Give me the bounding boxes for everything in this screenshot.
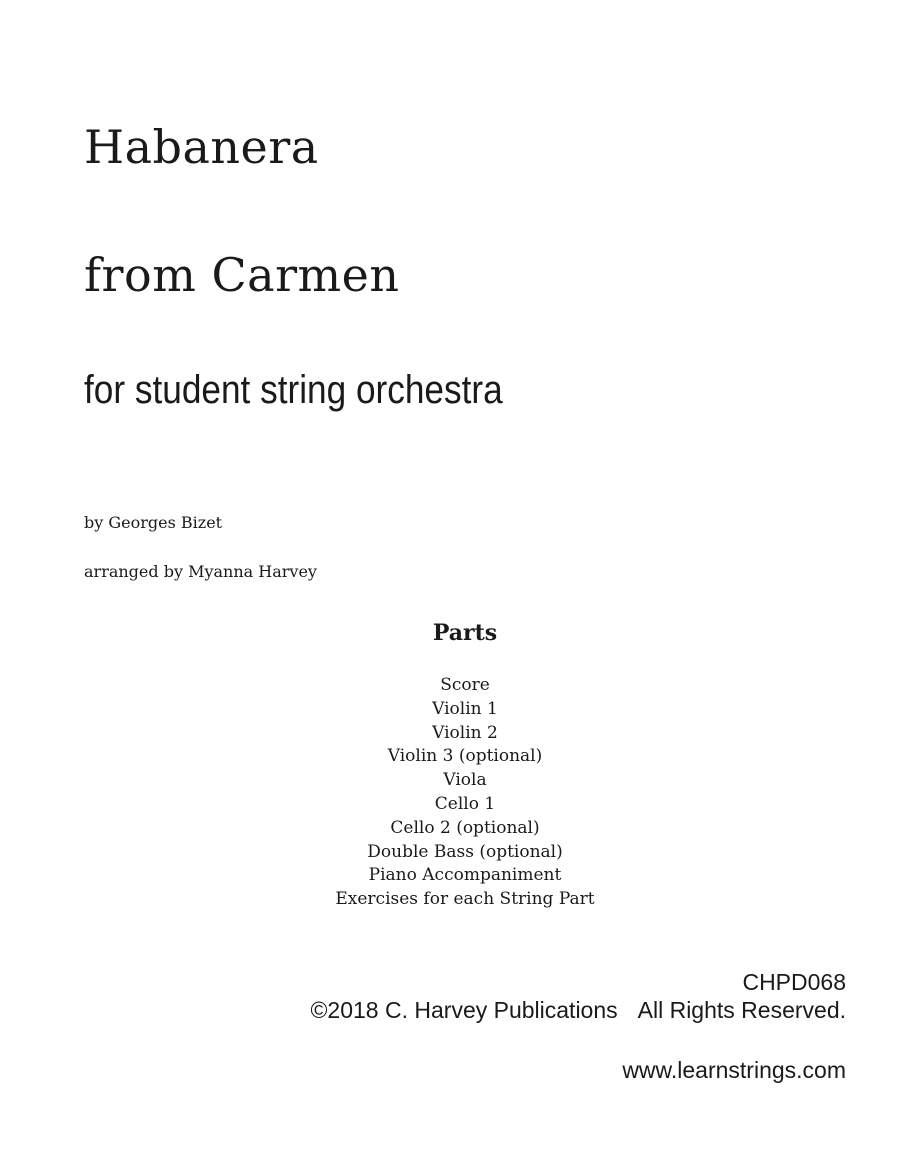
part-item-score: Score (440, 675, 490, 695)
catalog-number: CHPD068 (742, 969, 846, 995)
website-url: www.learnstrings.com (622, 1057, 846, 1083)
part-item-cello-1: Cello 1 (434, 793, 496, 814)
rights-notice: All Rights Reserved. (637, 997, 846, 1023)
copyright-line (310, 997, 846, 1024)
part-item-viola: Viola (443, 770, 487, 791)
part-item-double-bass: Double Bass (optional) (367, 841, 563, 862)
part-item-violin-3: Violin 3 (optional) (387, 746, 543, 767)
copyright-notice: ©2018 C. Harvey Publications (310, 997, 618, 1023)
title-line-1: Habanera (84, 120, 319, 174)
part-item-exercises: Exercises for each String Part (335, 889, 595, 910)
part-item-violin-1: Violin 1 (432, 698, 498, 719)
part-item-cello-2: Cello 2 (optional) (390, 817, 540, 838)
part-item-violin-2: Violin 2 (432, 722, 498, 743)
parts-list (0, 674, 900, 912)
subtitle: for student string orchestra (84, 368, 503, 412)
arranger-credit: arranged by Myanna Harvey (84, 562, 317, 581)
part-item-piano: Piano Accompaniment (368, 865, 562, 886)
title-line-2: from Carmen (84, 248, 400, 302)
composer-credit: by Georges Bizet (84, 513, 223, 532)
parts-heading: Parts (432, 620, 498, 646)
